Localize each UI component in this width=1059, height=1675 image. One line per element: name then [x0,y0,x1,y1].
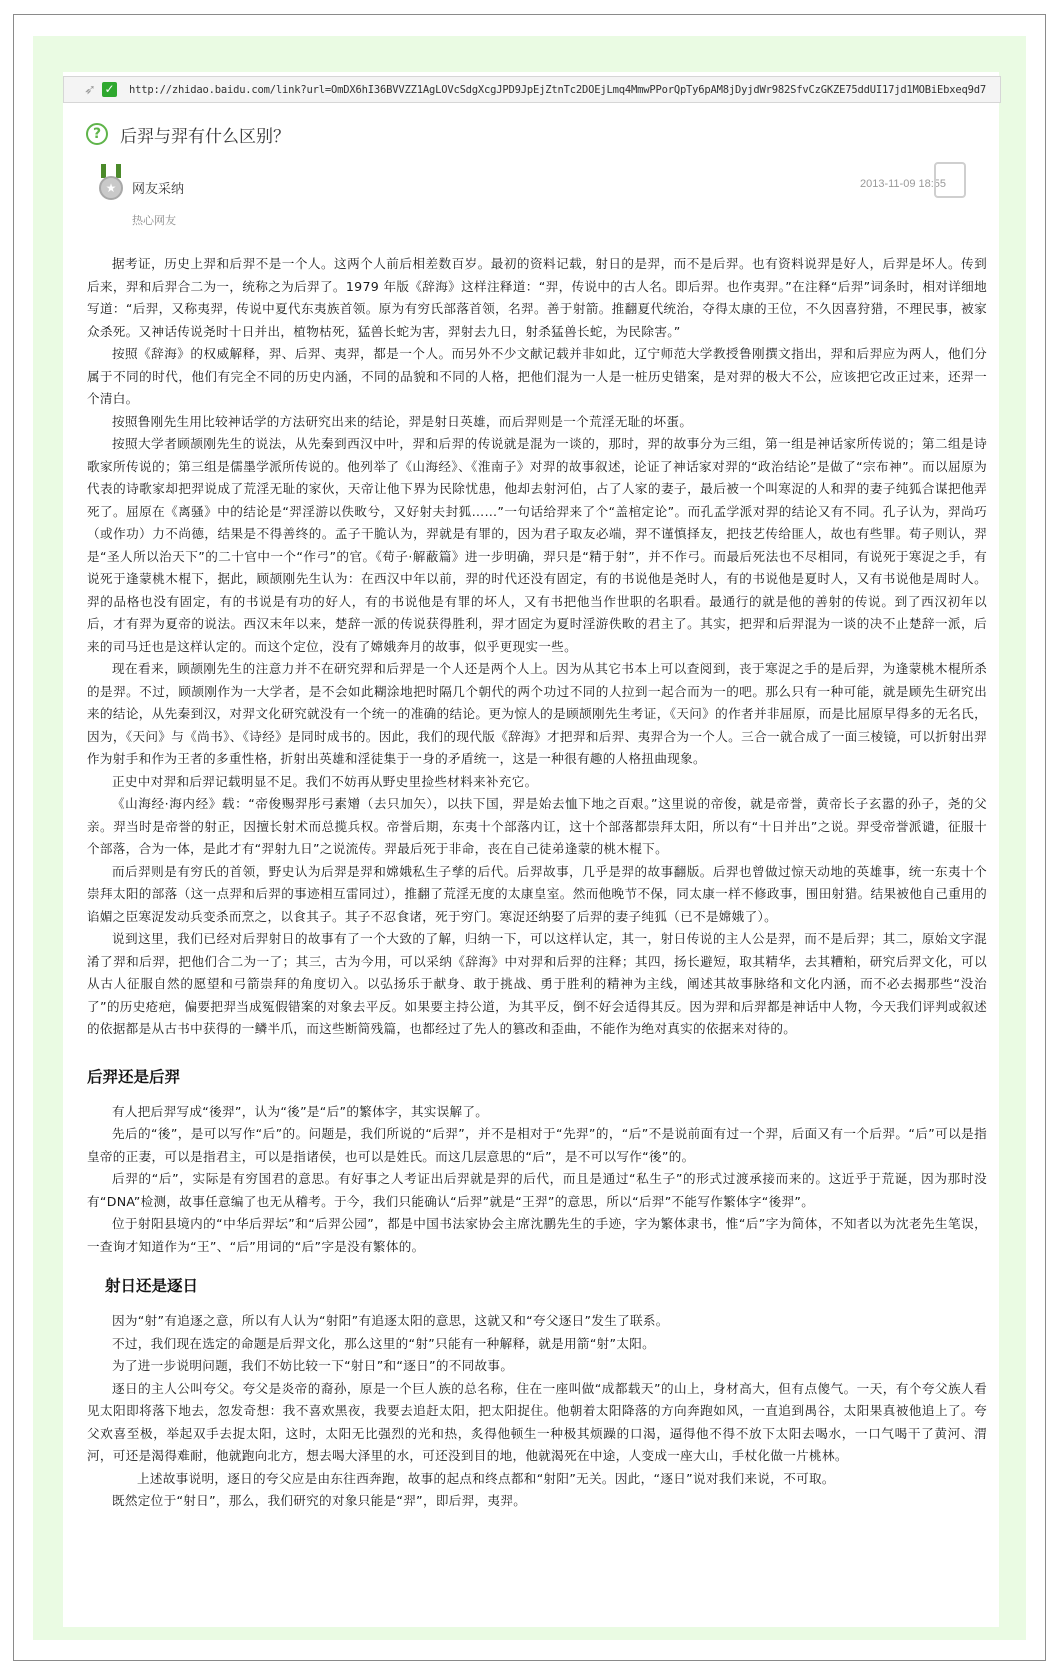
question-circle-icon: ? [86,123,108,145]
paragraph: 先后的“後”，是可以写作“后”的。问题是，我们所说的“后羿”，并不是相对于“先羿”的，“后”不是说前面有过一个羿，后面又有一个后羿。“后”可以是指皇帝的正妻，可以是指君主，可以是指诸侯，也可以是姓氏。而这几层意思的“后”，是不可以写作“後”的。 [87,1126,987,1164]
paragraph: 正史中对羿和后羿记载明显不足。我们不妨再从野史里捡些材料来补充它。 [112,773,538,789]
question-header [86,120,290,148]
answer-content [63,253,993,1513]
section-heading: 后羿还是后羿 [87,1067,181,1086]
paragraph: 有人把后羿写成“後羿”，认为“後”是“后”的繁体字，其实误解了。 [112,1103,489,1119]
answer-date: 2013-11-09 18:55 [860,178,947,190]
paragraph: 不过，我们现在选定的命题是后羿文化，那么这里的“射”只能有一种解释，就是用箭“射”太阳。 [112,1335,656,1351]
paragraph: 按照大学者顾颉刚先生的说法，从先秦到西汉中叶，羿和后羿的传说就是混为一谈的，那时，羿的故事分为三组，第一组是神话家所传说的；第二组是诗歌家所传说的；第三组是儒墨学派所传说的。他列举了《山海经》、《淮南子》对羿的故事叙述，论证了神话家对羿的“政治结论”是做了“宗布神”。而以屈原为代表的诗歌家却把羿说成了荒淫无耻的家伙，天帝让他下界为民除忧患，他却去射河伯，占了人家的妻子，最后被一个叫寒浞的人和羿的妻子纯狐合谋把他弄死了。屈原在《离骚》中的结论是“羿淫游以佚畋兮，又好射夫封狐……”一句话给羿来了个“盖棺定论”。而孔孟学派对羿的结论又有不同。孔子认为，羿尚巧（或作功）力不尚德，结果是不得善终的。孟子干脆认为，羿就是有罪的，因为君子取友必端，羿不谨慎择友，把技艺传给匪人，故也有些罪。荀子则认，羿是“圣人所以治天下”的二十官中一个“作弓”的官。《荀子·解蔽篇》进一步明确，羿只是“精于射”，并不作弓。而最后死法也不尽相同，有说死于寒浞之手，有说死于逢蒙桃木棍下，据此，顾颉刚先生认为：在西汉中年以前，羿的时代还没有固定，有的书说他是尧时人，有的书说他是夏时人，又有书说他是周时人。羿的品格也没有固定，有的书说是有功的好人，有的书说他是有罪的坏人，又有书把他当作世职的名职看。最通行的就是他的善射的传说。到了西汉初年以后，才有羿为夏帝的说法。西汉末年以来，楚辞一派的传说获得胜利，羿才固定为夏时淫游佚畋的君主了。其实，把羿和后羿混为一谈的决不止楚辞一派，后来的司马迁也是这样认定的。而这个定位，没有了嫦娥奔月的故事，似乎更现实一些。 [87,436,987,654]
address-bar[interactable] [63,76,1001,103]
paragraph: 《山海经·海内经》载：“帝俊赐羿彤弓素矰（去只加矢），以扶下国，羿是始去恤下地之百艰。”这里说的帝俊，就是帝誉，黄帝长子玄嚣的孙子，尧的父亲。羿当时是帝誉的射正，因擅长射术而总揽兵权。帝誉后期，东夷十个部落内讧，这十个部落都崇拜太阳，所以有“十日并出”之说。羿受帝誉派谴，征服十个部落，合为一体，是此才有“羿射九日”之说流传。羿最后死于非命，丧在自己徒弟逢蒙的桃木棍下。 [87,796,987,856]
paragraph: 现在看来，顾颉刚先生的注意力并不在研究羿和后羿是一个人还是两个人上。因为从其它书本上可以查阅到，丧于寒浞之手的是后羿，为逢蒙桃木棍所杀的是羿。不过，顾颉刚作为一大学者，是不会如此糊涂地把时隔几个朝代的两个功过不同的人拉到一起合而为一的吧。那么只有一种可能，就是顾先生研究出来的结论，从先秦到汉，对羿文化研究就没有一个统一的准确的结论。更为惊人的是顾颉刚先生考证，《天问》的作者并非屈原，而是比屈原早得多的无名氏，因为，《天问》与《尚书》、《诗经》是同时成书的。因此，我们的现代版《辞海》才把羿和后羿、夷羿合为一个人。三合一就合成了一面三棱镜，可以折射出羿作为射手和作为王者的多重性格，折射出英雄和淫徒集于一身的矛盾统一，这是一种很有趣的人格扭曲现象。 [87,661,987,766]
paragraph: 既然定位于“射日”，那么，我们研究的对象只能是“羿”，即后羿，夷羿。 [112,1493,527,1508]
adopted-badge-label: 网友采纳 [132,182,185,197]
paragraph: 按照鲁刚先生用比较神话学的方法研究出来的结论，羿是射日英雄，而后羿则是一个荒淫无耻的坏蛋。 [112,413,693,429]
url-text[interactable]: http://zhidao.baidu.com/link?url=OmDX6hI36BVVZZ1AgLOVcSdgXcgJPD9JpEjZtnTc2DOEjLmq4MmwPPorQpTy6pAM8jDyjdWr982SfvCzGKZE75ddUI17jd1MOBiEbxeq9d7 [129,83,987,96]
paragraph: 说到这里，我们已经对后羿射日的故事有了一个大致的了解，归纳一下，可以这样认定，其一，射日传说的主人公是羿，而不是后羿；其二，原始文字混淆了羿和后羿，把他们合二为一了；其三，古为今用，可以采纳《辞海》中对羿和后羿的注释；其四，扬长避短，取其精华，去其糟粕，研究后羿文化，可以从古人征服自然的愿望和弓箭崇拜的角度切入。以弘扬乐于献身、敢于挑战、勇于胜利的精神为主线，阐述其故事脉络和文化内涵，而不必去揭那些“没治了”的历史疮疤，偏要把羿当成冤假错案的对象去平反。如果要主持公道，为其平反，倒不好会适得其反。因为羿和后羿都是神话中人物，今天我们评判或叙述的依据都是从古书中获得的一鳞半爪，而这些断简残篇，也都经过了先人的篡改和歪曲，不能作为绝对真实的依据来对待的。 [87,931,987,1036]
paragraph: 据考证，历史上羿和后羿不是一个人。这两个人前后相差数百岁。最初的资料记载，射日的是羿，而不是后羿。也有资料说羿是好人，后羿是坏人。传到后来，羿和后羿合二为一，统称之为后羿了。1979 年版《辞海》这样注释道：“羿，传说中的古人名。即后羿。也作夷羿。”在注释“后羿”词条时，相对详细地写道：“后羿，又称夷羿，传说中夏代东夷族首领。原为有穷氏部落首领，名羿。善于射箭。推翻夏代统治，夺得太康的王位，不久因喜狩猎，不理民事，被家众杀死。又神话传说尧时十日并出，植物枯死，猛兽长蛇为害，羿射去九日，射杀猛兽长蛇，为民除害。” [87,256,987,339]
question-title: 后羿与羿有什么区别？ [120,126,290,147]
section-heading: 射日还是逐日 [105,1277,199,1295]
watermark-stamp-icon [934,162,966,198]
paragraph: 位于射阳县境内的“中华后羿坛”和“后羿公园”，都是中国书法家协会主席沈鹏先生的手迹，字为繁体隶书，惟“后”字为简体，不知者以为沈老先生笔误，一查询才知道作为“王”、“后”用词的“后”字是没有繁体的。 [87,1216,987,1254]
paragraph: 上述故事说明，逐日的夸父应是由东往西奔跑，故事的起点和终点都和“射阳”无关。因此，“逐日”说对我们来说，不可取。 [137,1470,835,1486]
paragraph: 按照《辞海》的权威解释，羿、后羿、夷羿，都是一个人。而另外不少文献记载并非如此，辽宁师范大学教授鲁刚撰文指出，羿和后羿应为两人，他们分属于不同的时代，他们有完全不同的历史内涵，不同的品貌和不同的人格，把他们混为一人是一桩历史错案，是对羿的极大不公，应该把它改正过来，还羿一个清白。 [87,346,987,406]
medal-star-icon: ★ [99,176,123,200]
paragraph: 逐日的主人公叫夸父。夸父是炎帝的裔孙，原是一个巨人族的总名称，住在一座叫做“成都载天”的山上，身材高大，但有点傻气。一天，有个夸父族人看见太阳即将落下地去，忽发奇想：我不喜欢黑夜，我要去追赶太阳，把太阳捉住。他朝着太阳降落的方向奔跑如风，一直追到禺谷，太阳果真被他追上了。夸父欢喜至极，举起双手去捉太阳，这时，太阳无比强烈的光和热，炙得他顿生一种极其烦躁的口渴，逼得他不得不放下太阳去喝水，一口气喝干了黄河、渭河，可还是渴得难耐，他就跑向北方，想去喝大泽里的水，可还没到目的地，他就渴死在中途，人变成一座大山，手杖化做一片桃林。 [87,1380,987,1463]
security-check-icon: ✓ [102,82,117,97]
paragraph: 因为“射”有追逐之意，所以有人认为“射阳”有追逐太阳的意思，这就又和“夸父逐日”发生了联系。 [112,1313,669,1328]
paragraph: 而后羿则是有穷氏的首领，野史认为后羿是羿和嫦娥私生子孳的后代。后羿故事，几乎是羿的故事翻版。后羿也曾做过惊天动地的英雄事，统一东夷十个崇拜太阳的部落（这一点羿和后羿的事迹相互雷同过），推翻了荒淫无度的太康皇室。然而他晚节不保，同太康一样不修政事，围田射猎。结果被他自己重用的谄媚之臣寒浞发动兵变杀而烹之，以食其子。其子不忍食诸，死于穷门。寒浞还纳娶了后羿的妻子纯狐（已不是嫦娥了）。 [87,863,987,924]
adopted-medal-icon [98,164,124,200]
paragraph: 为了进一步说明问题，我们不妨比较一下“射日”和“逐日”的不同故事。 [112,1358,514,1373]
answer-user: 热心网友 [132,214,176,227]
rocket-icon: ➶ [84,81,96,98]
paragraph: 后羿的“后”，实际是有穷国君的意思。有好事之人考证出后羿就是羿的后代，而且是通过“私生子”的形式过渡承接而来的。这近乎于荒诞，因为那时没有“DNA”检测，故事任意编了也无从稽考。于今，我们只能确认“后羿”就是“王羿”的意思，所以“后羿”不能写作繁体字“後羿”。 [87,1171,987,1209]
